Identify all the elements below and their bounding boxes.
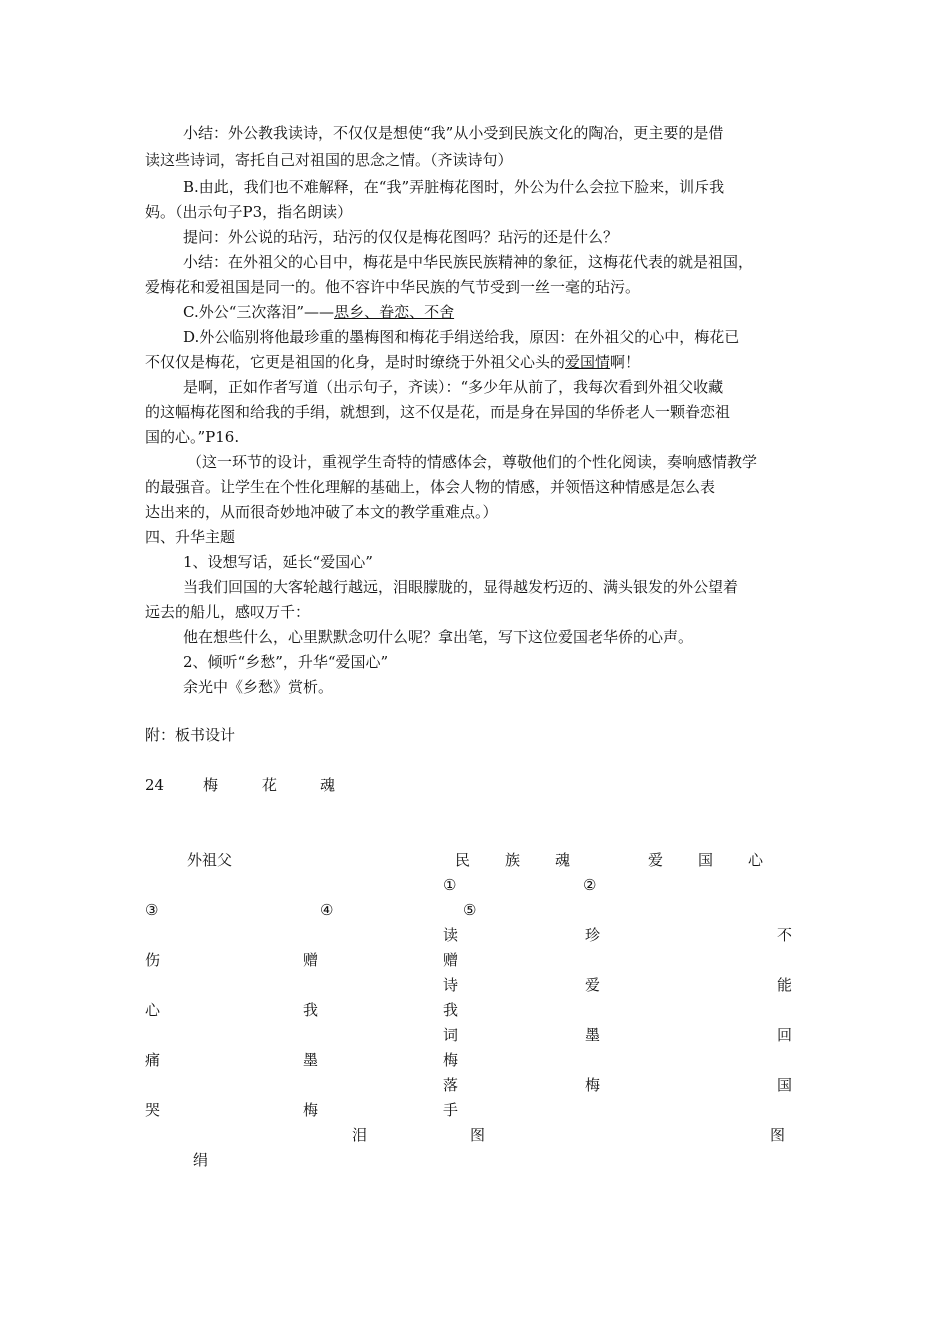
board-char: 回 [777,1026,793,1044]
appendix-heading: 附：板书设计 [145,726,236,744]
text-line: （这一环节的设计，重视学生奇特的情感体会，尊敬他们的个性化阅读，奏响感情教学 [187,453,758,471]
text-line: 妈。（出示句子P3，指名朗读） [145,203,353,221]
board-char: 读 [443,926,459,944]
text-line: 当我们回国的大客轮越行越远，泪眼朦胧的，显得越发朽迈的、满头银发的外公望着 [183,578,739,596]
board-marker: ⑤ [463,901,477,919]
text-line: 是啊，正如作者写道（出示句子，齐读）：“多少年从前了，我每次看到外祖父收藏 [183,378,724,396]
board-char: 珍 [585,926,601,944]
text-line: 爱梅花和爱祖国是同一的。他不容许中华民族的气节受到一丝一毫的玷污。 [145,278,641,296]
board-char: 伤 [145,951,161,969]
board-char: 民 [455,851,471,869]
board-char: 手 [443,1101,459,1119]
text-line [145,352,640,372]
board-lesson-number: 24 [145,776,165,794]
board-char: 族 [505,851,521,869]
underlined-text: 爱国情 [565,353,611,371]
text-line [183,302,454,322]
board-title-char: 花 [262,776,278,794]
text-line: 的最强音。让学生在个性化理解的基础上，体会人物的情感，并领悟这种情感是怎么表 [145,478,716,496]
text-line: 小结：在外祖父的心目中，梅花是中华民族民族精神的象征，这梅花代表的就是祖国， [183,253,754,271]
text-line: 读这些诗词，寄托自己对祖国的思念之情。（齐读诗句） [145,151,513,169]
text-line: 的这幅梅花图和给我的手绢，就想到，这不仅是花，而是身在异国的华侨老人一颗眷恋祖 [145,403,731,421]
text-segment: 啊！ [610,353,641,371]
board-char: 梅 [303,1101,319,1119]
board-char: 心 [748,851,764,869]
board-char: 词 [443,1026,459,1044]
text-line: 远去的船儿，感叹万千： [145,603,311,621]
text-line: 小结：外公教我读诗，不仅仅是想使“我”从小受到民族文化的陶冶，更主要的是借 [183,124,724,142]
board-char: 图 [770,1126,786,1144]
board-char: 图 [470,1126,486,1144]
text-segment: C.外公“三次落泪”—— [183,303,335,321]
board-char: 我 [443,1001,459,1019]
text-line: 达出来的，从而很奇妙地冲破了本文的教学重难点。） [145,503,498,521]
text-line: 他在想些什么，心里默默念叨什么呢？拿出笔，写下这位爱国老华侨的心声。 [183,628,694,646]
text-segment: 不仅仅是梅花，它更是祖国的化身，是时时缭绕于外祖父心头的 [145,353,566,371]
board-char: 绢 [193,1151,209,1169]
board-char: 墨 [585,1026,601,1044]
board-char: 落 [443,1076,459,1094]
section-heading: 四、升华主题 [145,528,236,546]
board-char: 国 [777,1076,793,1094]
board-char: 不 [777,926,793,944]
text-line: D.外公临别将他最珍重的墨梅图和梅花手绢送给我，原因：在外祖父的心中，梅花已 [183,328,740,346]
board-char: 赠 [443,951,459,969]
board-char: 痛 [145,1051,161,1069]
board-marker: ④ [320,901,334,919]
text-line: 余光中《乡愁》赏析。 [183,678,334,696]
underlined-text: 思乡、眷恋、不舍 [334,303,455,321]
board-title-char: 梅 [203,776,219,794]
board-char: 国 [698,851,714,869]
board-char: 魂 [555,851,571,869]
text-line: 1、设想写话，延长“爱国心” [183,553,373,571]
board-char: 心 [145,1001,161,1019]
board-char: 赠 [303,951,319,969]
board-char: 梅 [585,1076,601,1094]
board-char: 诗 [443,976,459,994]
board-char: 我 [303,1001,319,1019]
board-grandpa: 外祖父 [187,851,233,869]
board-char: 泪 [352,1126,368,1144]
board-marker: ② [583,876,597,894]
text-line: 2、倾听“乡愁”，升华“爱国心” [183,653,389,671]
board-char: 能 [777,976,793,994]
board-char: 爱 [648,851,664,869]
text-line: 提问：外公说的玷污，玷污的仅仅是梅花图吗？玷污的还是什么？ [183,228,619,246]
board-char: 爱 [585,976,601,994]
board-char: 墨 [303,1051,319,1069]
text-line: B.由此，我们也不难解释，在“我”弄脏梅花图时，外公为什么会拉下脸来，训斥我 [183,178,725,196]
board-marker: ③ [145,901,159,919]
board-char: 哭 [145,1101,161,1119]
board-marker: ① [443,876,457,894]
text-line: 国的心。”P16. [145,428,240,446]
board-title-char: 魂 [320,776,336,794]
board-char: 梅 [443,1051,459,1069]
